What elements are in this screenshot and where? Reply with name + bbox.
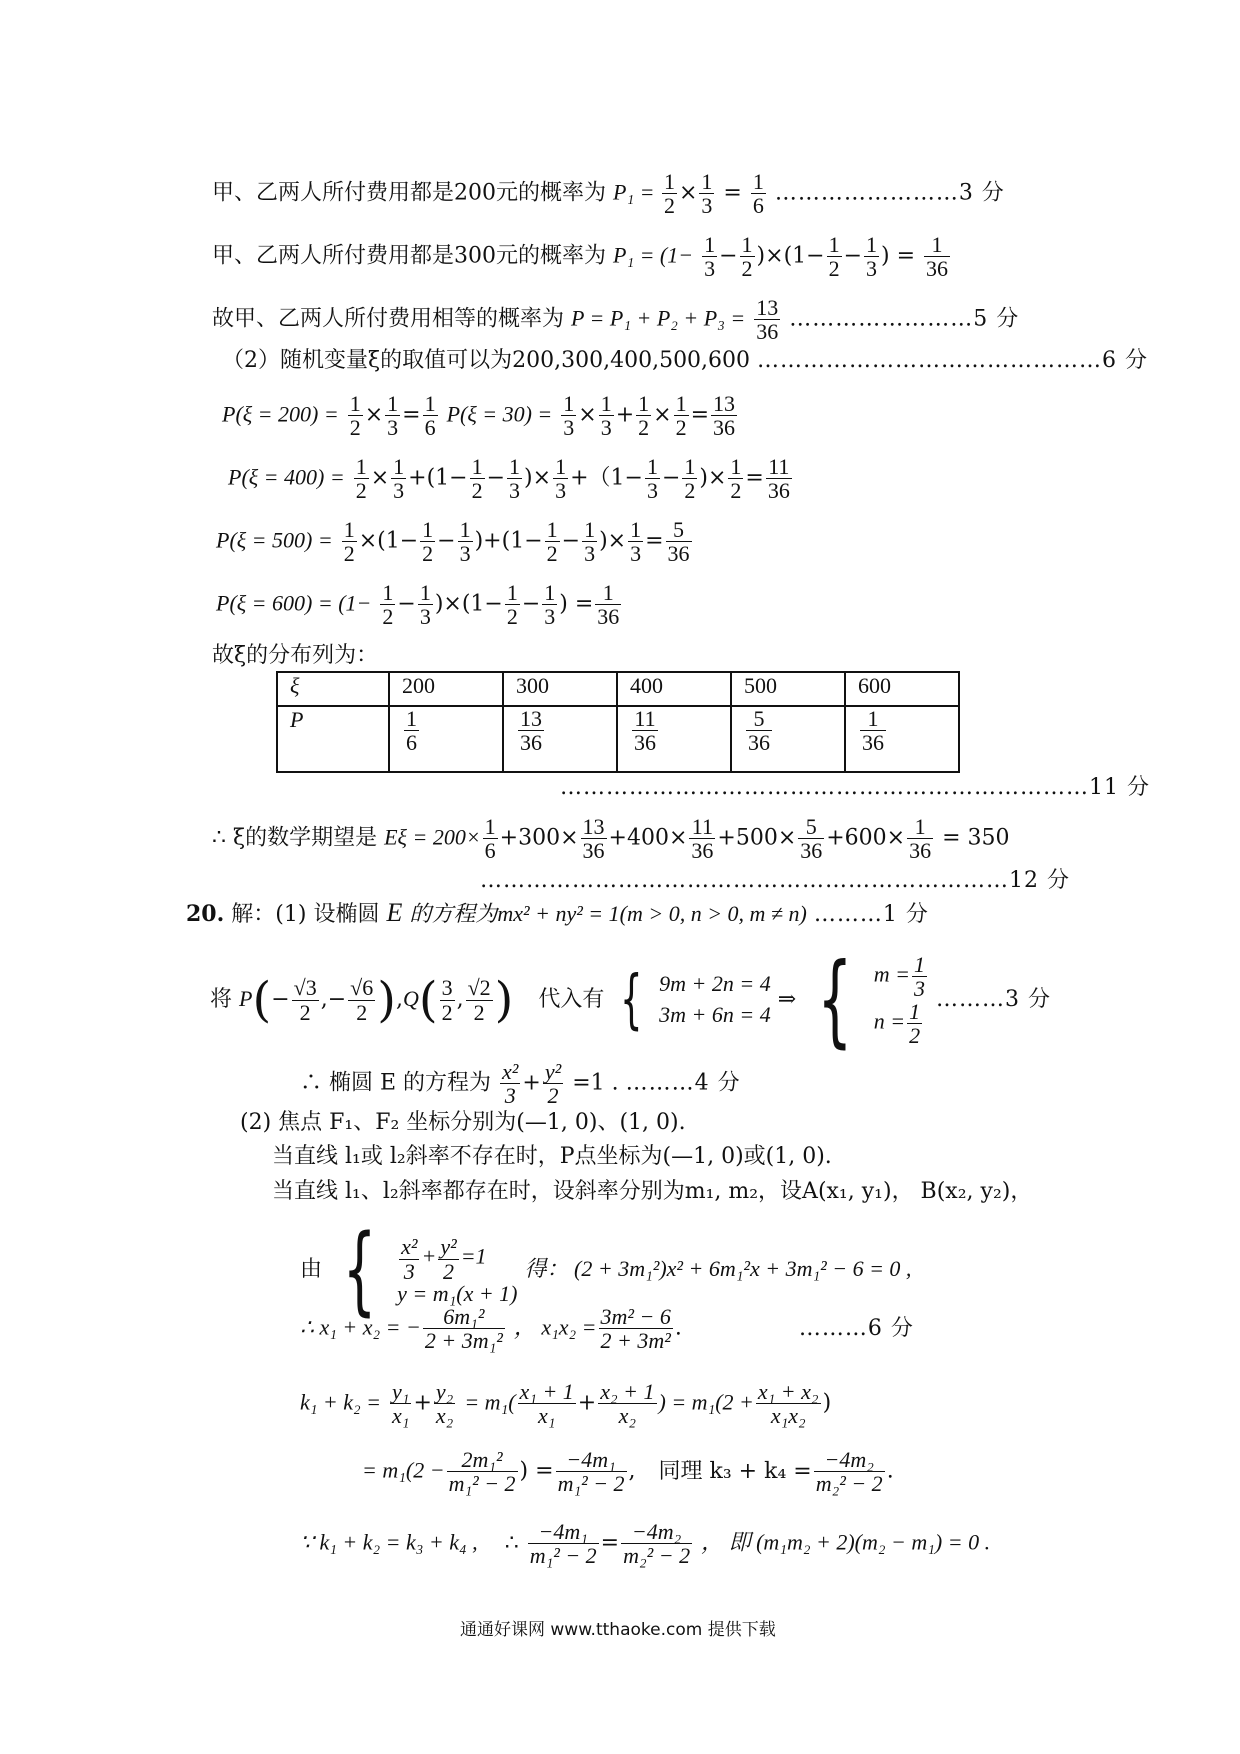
score-4: ………4 分 — [625, 1070, 741, 1096]
ellipse-eq: ∴ 椭圆 E 的方程为 $\frac{\text{x²}}{3}$ + $\frac{\text{y²}}{2}$ =1 . ………4 分 — [300, 1059, 741, 1109]
score-12: ……………………………………………………………12 分 — [480, 868, 1070, 893]
table-cell: 400 — [617, 672, 731, 706]
score-6b: ………6 分 — [798, 1315, 914, 1341]
distribution-table — [276, 671, 960, 773]
table-cell: 600 — [845, 672, 959, 706]
score-1: ………1 分 — [813, 902, 929, 927]
dist-title: 故ξ的分布列为： — [212, 643, 379, 668]
line-p500: P(ξ = 500) = $\frac{1}{2}$ ×(1− $\frac{1}{2}$ − $\frac{1}{3}$ )+(1− $\frac{1}{2}$ − $\frac{1}{3}$ )× $\frac{1}{3}$ = $\frac{5}{36}$ — [216, 517, 690, 567]
table-cell: P — [277, 706, 389, 772]
case-no-slope: 当直线 l₁或 l₂斜率不存在时，P点坐标为(—1, 0)或(1, 0). — [272, 1144, 832, 1169]
table-cell: 500 — [731, 672, 845, 706]
line-total: 故甲、乙两人所付费用相等的概率为 P = P₁ + P₂ + P₃ = $\frac{13}{36}$ ……………………5 分 — [212, 295, 1020, 345]
score-6a: ………………………………………6 分 — [757, 348, 1149, 373]
table-cell: $\frac{11}{36}$ — [617, 706, 731, 772]
q20-intro: 20. 解：(1) 设椭圆 E 的方程为mx² + ny² = 1(m > 0, n > 0, m ≠ n) ………1 分 — [186, 898, 929, 927]
vieta: ∴ x₁ + x₂ = − $\frac{\text{6m₁²}}{\text{2 + 3m₁²}}$ ， x₁x₂ = $\frac{\text{3m² − 6}}{\text{2 + 3m²}}$ . ………6 分 — [300, 1304, 914, 1354]
table-cell: 300 — [503, 672, 617, 706]
table-cell: $\frac{1}{6}$ — [389, 706, 503, 772]
score-5: ……………………5 分 — [789, 306, 1020, 332]
table-cell: ξ — [277, 672, 389, 706]
table-cell: $\frac{5}{36}$ — [731, 706, 845, 772]
table-header-row — [277, 672, 959, 706]
line-xi-values: （2）随机变量ξ的取值可以为200,300,400,500,600 ………………………………………6 分 — [222, 348, 1149, 373]
table-cell: 200 — [389, 672, 503, 706]
line-expectation: ∴ ξ的数学期望是 Eξ = 200× $\frac{1}{6}$ +300× $\frac{13}{36}$ +400× $\frac{11}{36}$ +500× $\frac{5}{36}$ +600× $\frac{1}{36}$ = 350 — [212, 814, 1010, 864]
score-11: ……………………………………………………………11 分 — [560, 775, 1150, 800]
q20-substitute: 将 P(− $\frac{√3}{2}$ ,− $\frac{√6}{2}$ ),Q( $\frac{3}{2}$ , $\frac{√2}{2}$ ) 代入有 { 9m + 2n = 4 3m + 6n = 4 ⇒ { m = $\frac{1}{3}$ n = $\frac{1}{2}$ ………3 分 — [210, 941, 1052, 1058]
case-slopes: 当直线 l₁、l₂斜率都存在时，设斜率分别为m₁, m₂，设A(x₁, y₁)， B(x₂, y₂)， — [272, 1179, 1033, 1204]
line-p600: P(ξ = 600) = (1− $\frac{1}{2}$ − $\frac{1}{3}$ )×(1− $\frac{1}{2}$ − $\frac{1}{3}$ ) = $\frac{1}{36}$ — [216, 580, 620, 630]
score-3: ……………………3 分 — [774, 180, 1005, 206]
line-p200: P(ξ = 200) = $\frac{1}{2}$ × $\frac{1}{3}$ = $\frac{1}{6}$ P(ξ = 30) = $\frac{1}{3}$ × $\frac{1}{3}$ + $\frac{1}{2}$ × $\frac{1}{2}$ = $\frac{13}{36}$ — [222, 391, 736, 441]
system-2: 由 { $\frac{\text{x²}}{3}$ + $\frac{\text{y²}}{2}$ =1 y = m₁(x + 1) 得： (2 + 3m₁²)x² + 6m₁²x + 3m₁² − 6 = 0 , — [300, 1214, 912, 1326]
score-3b: ………3 分 — [936, 987, 1052, 1012]
line-p400: P(ξ = 400) = $\frac{1}{2}$ × $\frac{1}{3}$ +(1− $\frac{1}{2}$ − $\frac{1}{3}$ )× $\frac{1}{3}$ +（1− $\frac{1}{3}$ − $\frac{1}{2}$ )× $\frac{1}{2}$ = $\frac{11}{36}$ — [228, 454, 790, 504]
footer-source: 通通好课网 www.tthaoke.com 提供下载 — [460, 1620, 776, 1640]
line-p2: 甲、乙两人所付费用都是300元的概率为 P₁ = (1− $\frac{1}{3}$ − $\frac{1}{2}$ )×(1− $\frac{1}{2}$ − $\frac{1}{3}$ ) = $\frac{1}{36}$ — [212, 232, 949, 282]
table-cell: $\frac{1}{36}$ — [845, 706, 959, 772]
k-sum-2: = m₁(2 − $\frac{\text{2m₁²}}{\text{m₁² − 2}}$ ) = $\frac{\text{−4m₁}}{\text{m₁² − 2}}$ , 同理 k₃ + k₄ = $\frac{\text{−4m₂}}{\text{m₂² − 2}}$ . — [362, 1447, 894, 1497]
line-p1: 甲、乙两人所付费用都是200元的概率为 P₁ = $\frac{1}{2}$ × $\frac{1}{3}$ = $\frac{1}{6}$ ……………………3 分 — [212, 169, 1005, 219]
table-row — [277, 706, 959, 772]
table-cell: $\frac{13}{36}$ — [503, 706, 617, 772]
k-sum: k₁ + k₂ = $\frac{\text{y₁}}{\text{x₁}}$ + $\frac{\text{y₂}}{\text{x₂}}$ = m₁( $\frac{\text{x₁ + 1}}{\text{x₁}}$ + $\frac{\text{x₂ + 1}}{\text{x₂}}$ ) = m₁(2 + $\frac{\text{x₁ + x₂}}{\text{x₁x₂}}$ ) — [300, 1379, 832, 1429]
conclusion: ∵ k₁ + k₂ = k₃ + k₄ , ∴ $\frac{\text{−4m₁}}{\text{m₁² − 2}}$ = $\frac{\text{−4m₂}}{\text{m₂² − 2}}$ ， 即 (m₁m₂ + 2)(m₂ − m₁) = 0 . — [300, 1519, 991, 1569]
part2-foci: (2) 焦点 F₁、F₂ 坐标分别为(—1, 0)、(1, 0). — [240, 1110, 686, 1135]
